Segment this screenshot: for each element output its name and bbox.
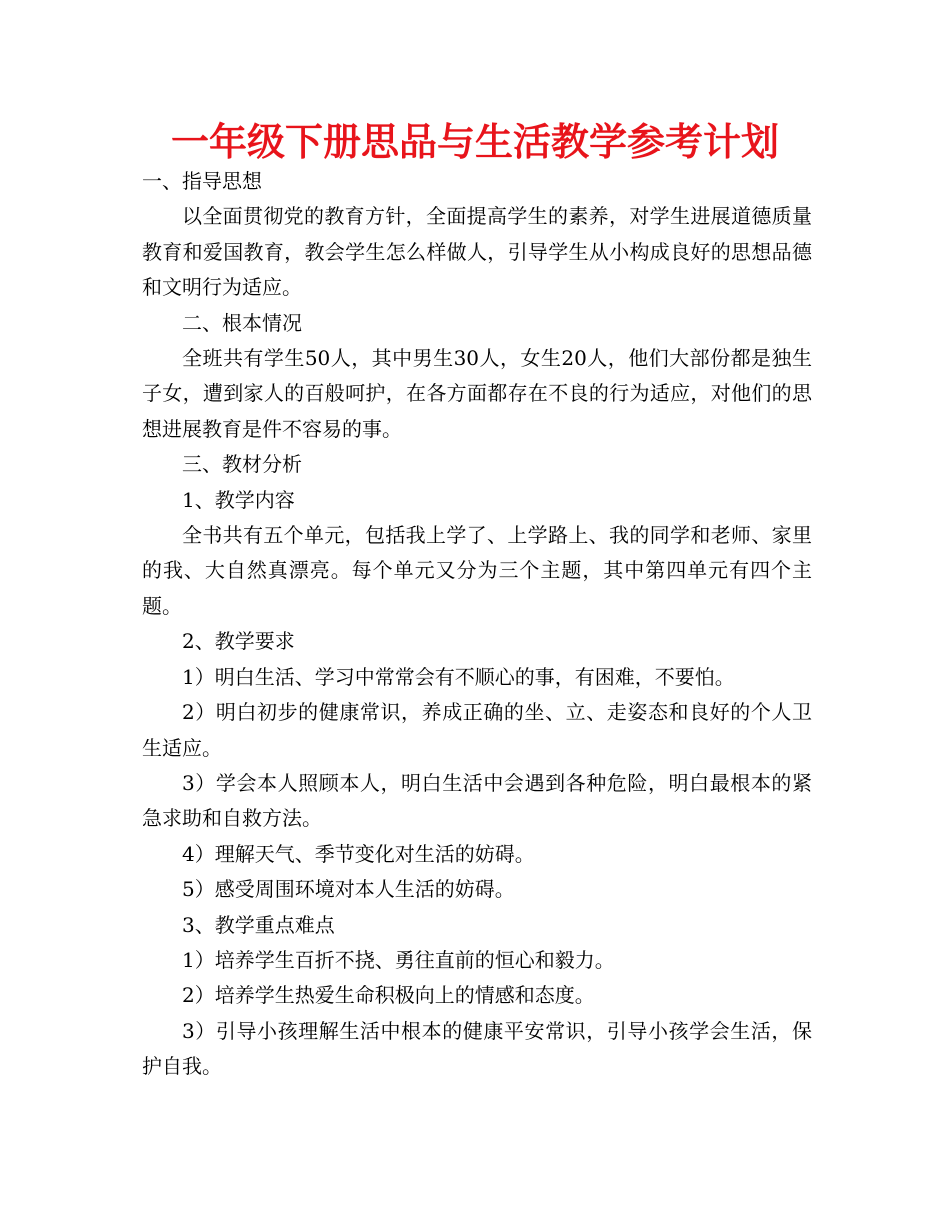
section-heading-textbook-analysis: 三、教材分析 — [182, 452, 302, 477]
subsection-heading-key-points: 3、教学重点难点 — [182, 912, 335, 937]
list-item-key-point-3: 3）引导小孩理解生活中根本的健康平安常识，引导小孩学会生活，保护自我。 — [142, 1018, 812, 1079]
list-item-requirement-2: 2）明白初步的健康常识，养成正确的坐、立、走姿态和良好的个人卫生适应。 — [142, 700, 812, 760]
list-item-requirement-4: 4）理解天气、季节变化对生活的妨碍。 — [182, 841, 535, 866]
list-item-requirement-5: 5）感受周围环境对本人生活的妨碍。 — [182, 877, 515, 902]
section-heading-basic-situation: 二、根本情况 — [182, 310, 302, 335]
list-item-key-point-1: 1）培养学生百折不挠、勇往直前的恒心和毅力。 — [182, 947, 615, 972]
paragraph-guiding-ideology: 以全面贯彻党的教育方针，全面提高学生的素养，对学生进展道德质量教育和爱国教育，教会学生怎么样做人，引导学生从小构成良好的思想品德和文明行为适应。 — [142, 204, 812, 300]
section-heading-guiding-ideology: 一、指导思想 — [142, 169, 262, 193]
subsection-heading-teaching-requirements: 2、教学要求 — [182, 629, 295, 654]
paragraph-basic-situation: 全班共有学生50人，其中男生30人，女生20人，他们大部份都是独生子女，遭到家人的百般呵护，在各方面都存在不良的行为适应，对他们的思想进展教育是件不容易的事。 — [142, 346, 812, 441]
list-item-requirement-1: 1）明白生活、学习中常常会有不顺心的事，有困难，不要怕。 — [182, 664, 735, 689]
list-item-key-point-2: 2）培养学生热爱生命积极向上的情感和态度。 — [182, 983, 595, 1008]
subsection-heading-teaching-content: 1、教学内容 — [182, 487, 295, 512]
paragraph-teaching-content: 全书共有五个单元，包括我上学了、上学路上、我的同学和老师、家里的我、大自然真漂亮。每个单元又分为三个主题，其中第四单元有四个主题。 — [142, 523, 812, 618]
list-item-requirement-3: 3）学会本人照顾本人，明白生活中会遇到各种危险，明白最根本的紧急求助和自救方法。 — [142, 770, 812, 831]
document-body — [142, 164, 812, 1085]
document-title: 一年级下册思品与生活教学参考计划 — [170, 120, 779, 164]
